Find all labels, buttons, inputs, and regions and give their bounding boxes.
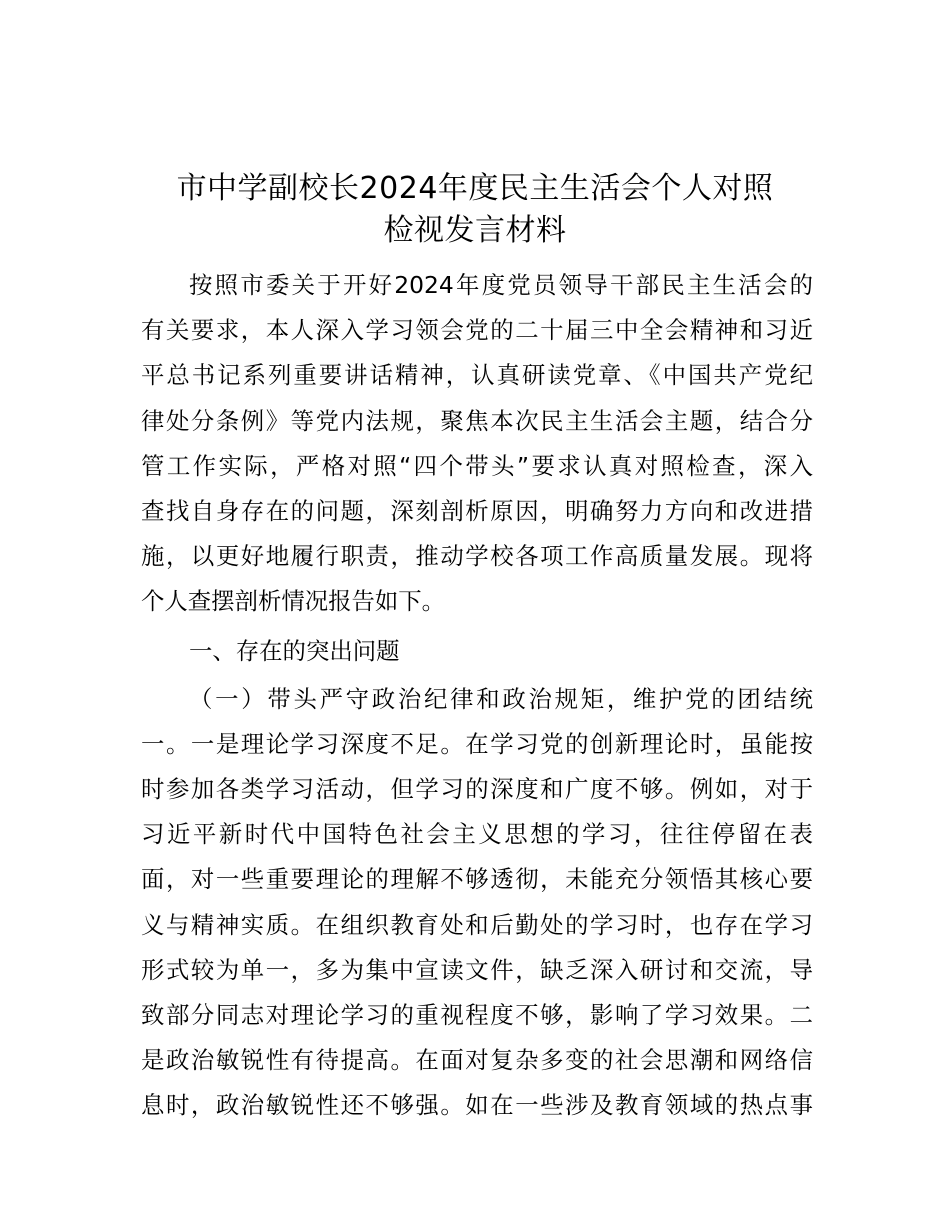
paragraph-line: 有关要求，本人深入学习领会党的二十届三中全会精神和习近 <box>141 316 813 345</box>
paragraph-line: 息时，政治敏锐性还不够强。如在一些涉及教育领域的热点事 <box>141 1091 813 1120</box>
paragraph-line: 习近平新时代中国特色社会主义思想的学习，往往停留在表 <box>141 820 813 849</box>
paragraph-line: 一。一是理论学习深度不足。在学习党的创新理论时，虽能按 <box>141 729 813 758</box>
paragraph-line: 面，对一些重要理论的理解不够透彻，未能充分领悟其核心要 <box>141 865 813 894</box>
paragraph-line: 查找自身存在的问题，深刻剖析原因，明确努力方向和改进措 <box>141 496 813 525</box>
document-title <box>100 168 850 252</box>
paragraph-line: 管工作实际，严格对照“四个带头”要求认真对照检查，深入 <box>141 451 813 480</box>
paragraph-line: 时参加各类学习活动，但学习的深度和广度不够。例如，对于 <box>141 775 813 804</box>
paragraph-line: 平总书记系列重要讲话精神，认真研读党章、《中国共产党纪 <box>141 361 813 390</box>
paragraph-line: 个人查摆剖析情况报告如下。 <box>141 587 446 616</box>
paragraph-line: 律处分条例》等党内法规，聚焦本次民主生活会主题，结合分 <box>141 406 813 435</box>
section-paragraph <box>141 677 813 1129</box>
paragraph-line: 致部分同志对理论学习的重视程度不够，影响了学习效果。二 <box>141 1001 813 1029</box>
document-body <box>141 263 813 1129</box>
title-line: 检视发言材料 <box>383 213 567 248</box>
section-heading <box>141 629 813 674</box>
paragraph-line: 施，以更好地履行职责，推动学校各项工作高质量发展。现将 <box>141 542 813 571</box>
paragraph-line: （一）带头严守政治纪律和政治规矩，维护党的团结统 <box>189 684 813 713</box>
paragraph-line: 按照市委关于开好2024年度党员领导干部民主生活会的 <box>189 271 813 299</box>
paragraph-line: 形式较为单一，多为集中宣读文件，缺乏深入研讨和交流，导 <box>141 955 813 984</box>
paragraph-line: 是政治敏锐性有待提高。在面对复杂多变的社会思潮和网络信 <box>141 1046 813 1075</box>
intro-paragraph <box>141 263 813 625</box>
section-heading-text: 一、存在的突出问题 <box>189 636 400 665</box>
title-line: 市中学副校长2024年度民主生活会个人对照 <box>176 171 774 206</box>
paragraph-line: 义与精神实质。在组织教育处和后勤处的学习时，也存在学习 <box>141 910 813 939</box>
